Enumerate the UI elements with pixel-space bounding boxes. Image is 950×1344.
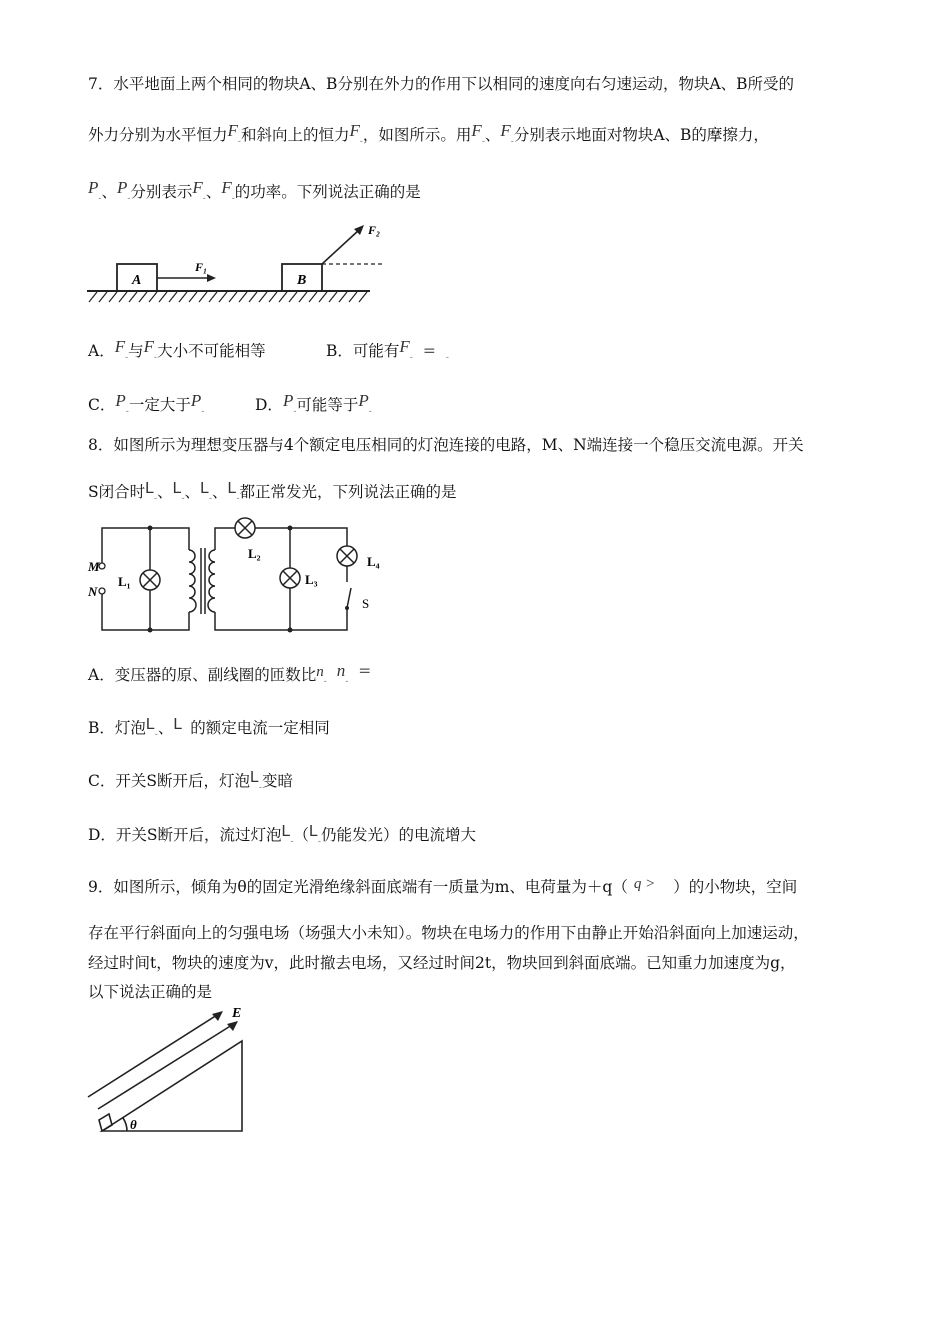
math-symbol: F [500, 121, 511, 140]
option-a-text: 大小不可能相等 [157, 342, 266, 360]
field-label-e: E [232, 1006, 242, 1021]
option-c-text: 一定大于 [128, 396, 191, 414]
q8-line-2 [88, 478, 457, 510]
block-b-label: B [297, 273, 307, 288]
q8-option-c [88, 767, 293, 799]
math-symbol: P [88, 178, 99, 197]
math-subscript: - [125, 407, 129, 417]
math-symbol: F [192, 178, 203, 197]
option-c-label: C． [88, 396, 116, 414]
label-m: M [88, 559, 100, 574]
field-line-2 [98, 1025, 232, 1109]
terminal-m [99, 563, 105, 569]
option-b-label: B．可能有 [326, 342, 400, 360]
math-subscript: - [127, 194, 131, 204]
math-expression: q > [633, 876, 656, 892]
q7-blocks-figure [85, 218, 385, 308]
math-subscript: - [202, 194, 206, 204]
math-symbol: F [471, 121, 482, 140]
math-subscript: - [445, 353, 449, 363]
q7-text: 的功率。下列说法正确的是 [234, 183, 421, 201]
label-l1: L₁ [118, 574, 131, 589]
math-symbol: L [172, 480, 182, 497]
small-block [99, 1114, 112, 1131]
secondary-coil [208, 550, 215, 612]
q7-option-c [88, 390, 204, 423]
label-l4: L₄ [367, 554, 380, 569]
math-subscript: - [481, 137, 485, 147]
field-line-1 [88, 1015, 217, 1097]
math-symbol: F [143, 337, 155, 356]
terminal-n [99, 588, 105, 594]
option-d-text: （ [293, 826, 310, 844]
math-subscript: - [258, 783, 262, 793]
force-f1-arrowhead [207, 274, 216, 282]
option-d-text: D．开关S断开后，流过灯泡 [88, 826, 282, 844]
math-symbol: n [336, 661, 346, 680]
math-symbol: L [173, 716, 183, 733]
math-subscript: - [154, 353, 158, 363]
math-symbol: L [200, 480, 209, 497]
block-a-label: A [132, 273, 142, 288]
primary-top-wire [102, 528, 189, 563]
option-a-text: 与 [128, 342, 144, 360]
incline-triangle [102, 1041, 242, 1131]
math-subscript: - [359, 137, 363, 147]
math-subscript: - [317, 837, 321, 847]
option-a-text: A．变压器的原、副线圈的匝数比 [88, 666, 317, 684]
q9-text: ）的小物块，空间 [673, 878, 798, 896]
q8-circuit-figure [85, 516, 385, 638]
junction-dot [148, 526, 153, 531]
option-d-text: 可能等于 [296, 396, 359, 414]
force-f2-arrow [322, 230, 359, 264]
math-symbol: P [358, 391, 369, 410]
math-subscript: - [237, 137, 241, 147]
q8-option-d [88, 821, 476, 853]
math-subscript: - [409, 353, 413, 363]
q7-line-2 [88, 120, 769, 153]
math-subscript: - [201, 407, 205, 417]
option-d-text: 仍能发光）的电流增大 [320, 826, 476, 844]
field-arrowhead-2 [227, 1021, 238, 1031]
math-symbol: F [114, 337, 126, 356]
math-symbol: P [116, 178, 128, 197]
equals-sign: = [422, 342, 436, 360]
q8-line-1: 8．如图所示为理想变压器与4个额定电压相同的灯泡连接的电路，M、N端连接一个稳压交流电源。开关 [88, 436, 804, 454]
math-subscript: - [208, 494, 213, 504]
math-subscript: - [290, 837, 294, 847]
q7-text: 、 [484, 126, 501, 144]
label-l2: L₂ [248, 546, 261, 561]
q7-text: 和斜向上的恒力 [240, 126, 350, 144]
math-symbol: L [249, 769, 259, 786]
field-arrowhead-1 [212, 1011, 223, 1021]
math-symbol: P [115, 391, 126, 410]
math-subscript: - [345, 677, 349, 687]
math-symbol: L [145, 480, 155, 497]
q7-options-ab [88, 336, 266, 369]
q7-text: 分别表示 [130, 183, 193, 201]
q9-line-4: 以下说法正确的是 [88, 983, 213, 1001]
q7-text: 、 [101, 183, 117, 201]
option-c-text: C．开关S断开后，灯泡 [88, 772, 250, 790]
q7-line-1: 7．水平地面上两个相同的物块A、B分别在外力的作用下以相同的速度向右匀速运动，物块A、B所受的 [88, 75, 795, 93]
separator: 、 [157, 483, 173, 501]
force-f1-label: F₁ [195, 260, 208, 274]
option-b-text: 的额定电流一定相同 [190, 719, 330, 737]
separator: 、 [184, 483, 201, 501]
ground-hatching [89, 292, 367, 302]
angle-arc [123, 1118, 127, 1131]
math-symbol: F [221, 178, 232, 197]
math-symbol: F [227, 121, 238, 140]
q8-option-a [88, 660, 381, 693]
math-subscript: - [510, 137, 514, 147]
q9-line-1 [88, 873, 797, 898]
q7-option-b [326, 336, 449, 369]
q9-text: 9．如图所示，倾角为θ的固定光滑绝缘斜面底端有一质量为m、电荷量为＋q（ [88, 878, 628, 896]
option-b-text: B．灯泡 [88, 719, 146, 737]
q7-text: ，如图所示。用 [362, 126, 472, 144]
math-symbol: P [282, 391, 294, 410]
separator: 、 [212, 483, 228, 501]
option-a-label: A． [88, 342, 115, 360]
q9-incline-figure [85, 1005, 255, 1135]
label-n: N [88, 584, 98, 599]
junction-dot [288, 526, 293, 531]
math-subscript: - [98, 194, 102, 204]
math-symbol: F [349, 121, 360, 140]
q7-option-d [255, 390, 372, 423]
force-f2-label: F₂ [368, 223, 381, 237]
switch-s-blade [347, 588, 351, 608]
option-c-text: 变暗 [261, 772, 293, 790]
math-symbol: L [281, 823, 291, 840]
math-symbol: F [399, 337, 410, 356]
q9-line-3: 经过时间t，物块的速度为v，此时撤去电场，又经过时间2t，物块回到斜面底端。已知重力加速度为g， [88, 954, 796, 972]
equals-sign: = [358, 662, 372, 680]
math-symbol: L [309, 823, 318, 840]
math-subscript: - [231, 194, 235, 204]
math-symbol: L [145, 716, 155, 733]
q8-text: 都正常发光，下列说法正确的是 [239, 483, 457, 501]
junction-dot [148, 628, 153, 633]
option-d-label: D． [255, 396, 283, 414]
q8-text: S闭合时 [88, 483, 146, 501]
math-subscript: - [323, 677, 327, 687]
math-subscript: - [368, 407, 372, 417]
q7-text: 、 [205, 183, 222, 201]
junction-dot [288, 628, 293, 633]
q7-text: 分别表示地面对物块A、B的摩擦力， [513, 126, 769, 144]
math-subscript: - [154, 494, 158, 504]
math-subscript: - [125, 353, 129, 363]
primary-coil [189, 550, 196, 612]
q7-line-3 [88, 177, 421, 210]
secondary-top-wire-b [255, 528, 347, 546]
math-symbol: L [227, 480, 237, 497]
math-subscript: - [236, 494, 240, 504]
secondary-top-wire-a [215, 528, 235, 550]
label-switch-s: S [362, 596, 370, 611]
label-l3: L₃ [305, 572, 318, 587]
q8-option-b [88, 714, 330, 746]
separator: 、 [157, 719, 174, 737]
angle-label-theta: θ [130, 1117, 137, 1132]
q9-line-2: 存在平行斜面向上的匀强电场（场强大小未知）。物块在电场力的作用下由静止开始沿斜面向上加速运动， [88, 924, 809, 942]
math-symbol: P [190, 391, 202, 410]
q7-text: 外力分别为水平恒力 [88, 126, 228, 144]
math-symbol: n [316, 664, 324, 680]
math-subscript: - [293, 407, 297, 417]
primary-bottom-wire [102, 588, 189, 630]
math-subscript: - [181, 494, 185, 504]
secondary-bottom-wire [215, 608, 347, 630]
math-subscript: - [154, 730, 158, 740]
